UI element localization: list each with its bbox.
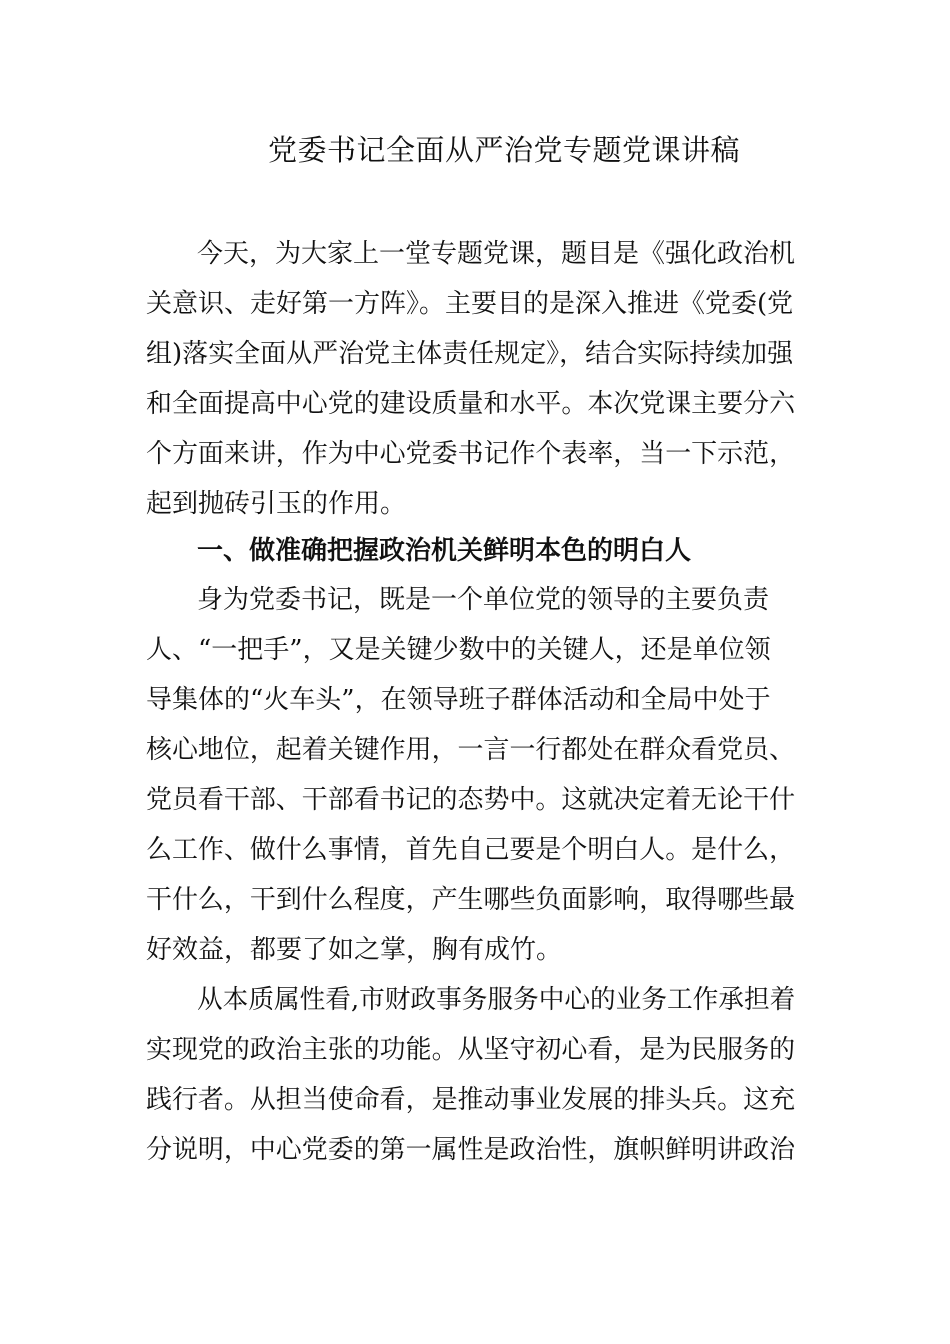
- paragraph-line: 身为党委书记，既是一个单位党的领导的主要负责: [197, 585, 770, 615]
- paragraph-line: 人、“一把手”，又是关键少数中的关键人，还是单位领: [146, 635, 771, 665]
- paragraph-line: 践行者。从担当使命看，是推动事业发展的排头兵。这充: [146, 1085, 796, 1115]
- paragraph-line: 么工作、做什么事情，首先自己要是个明白人。是什么，: [146, 835, 796, 865]
- paragraph-line: 分说明，中心党委的第一属性是政治性，旗帜鲜明讲政治: [146, 1135, 796, 1165]
- paragraph-line: 党员看干部、干部看书记的态势中。这就决定着无论干什: [146, 785, 796, 815]
- paragraph-line: 从本质属性看,市财政事务服务中心的业务工作承担着: [197, 985, 796, 1015]
- paragraph-line: 实现党的政治主张的功能。从坚守初心看，是为民服务的: [146, 1035, 796, 1065]
- section-heading: 一、做准确把握政治机关鲜明本色的明白人: [197, 536, 692, 566]
- paragraph-line: 个方面来讲，作为中心党委书记作个表率，当一下示范，: [146, 439, 796, 469]
- document-title: 党委书记全面从严治党专题党课讲稿: [267, 133, 740, 167]
- paragraph-line: 今天，为大家上一堂专题党课，题目是《强化政治机: [197, 239, 796, 269]
- paragraph-line: 好效益，都要了如之掌，胸有成竹。: [146, 935, 563, 965]
- paragraph-line: 干什么，干到什么程度，产生哪些负面影响，取得哪些最: [146, 885, 796, 915]
- paragraph-line: 和全面提高中心党的建设质量和水平。本次党课主要分六: [146, 389, 796, 419]
- paragraph-line: 导集体的“火车头”，在领导班子群体活动和全局中处于: [146, 685, 771, 715]
- paragraph-line: 组)落实全面从严治党主体责任规定》，结合实际持续加强: [146, 339, 794, 369]
- paragraph-line: 关意识、走好第一方阵》。主要目的是深入推进《党委(党: [146, 289, 794, 319]
- paragraph-line: 核心地位，起着关键作用，一言一行都处在群众看党员、: [146, 735, 796, 765]
- paragraph-line: 起到抛砖引玉的作用。: [146, 489, 407, 519]
